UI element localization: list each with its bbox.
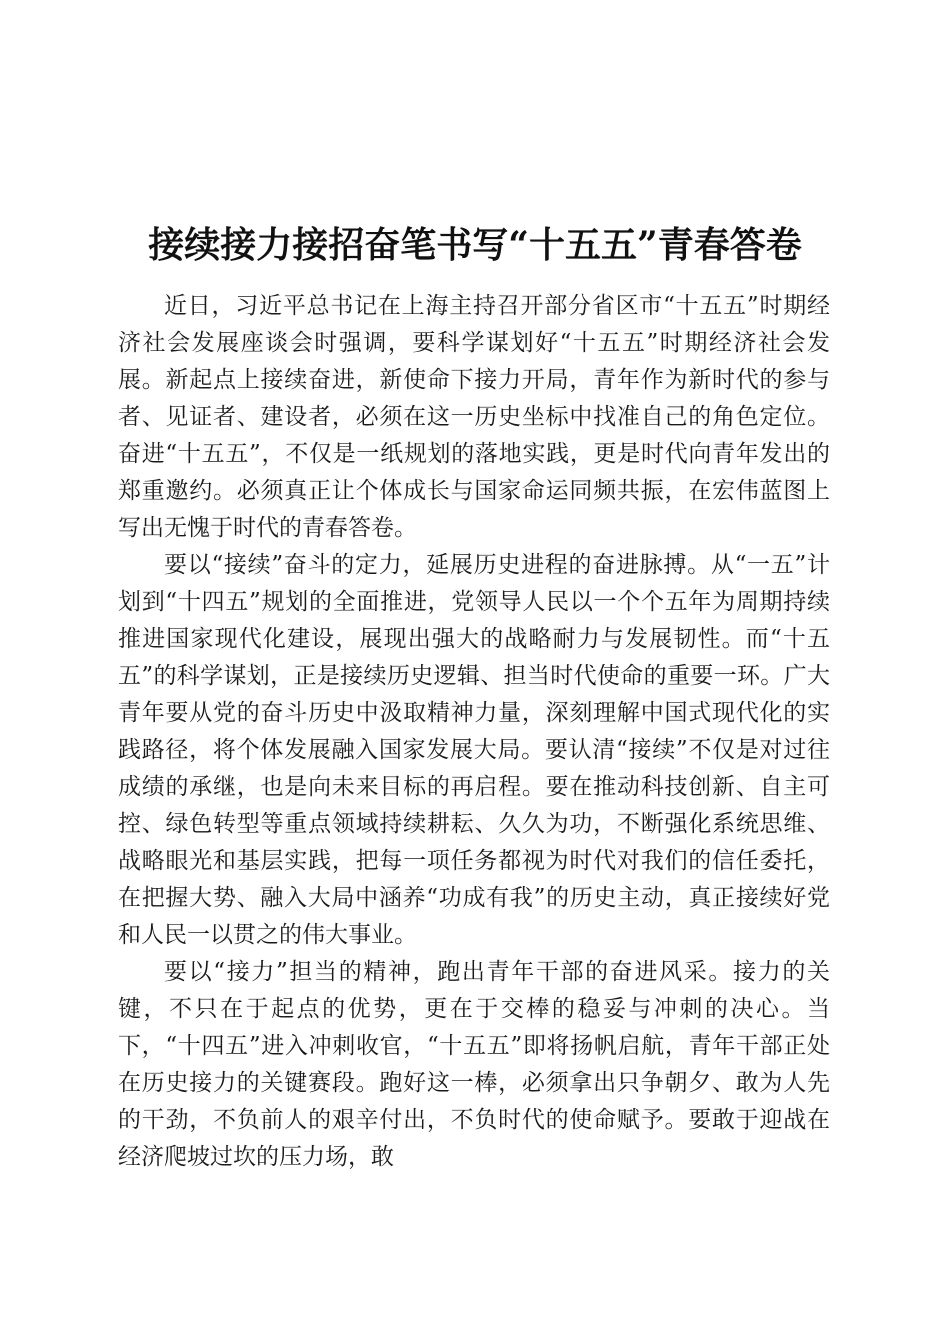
document-title: 接续接力接招奋笔书写“十五五”青春答卷	[148, 224, 802, 267]
paragraph-3: 要以“接力”担当的精神，跑出青年干部的奋进风采。接力的关键，不只在于起点的优势，更在于交棒的稳妥与冲刺的决心。当下，“十四五”进入冲刺收官，“十五五”即将扬帆启航，青年干部正处在历史接力的关键赛段。跑好这一棒，必须拿出只争朝夕、敢为人先的干劲，不负前人的艰辛付出，不负时代的使命赋予。要敢于迎战在经济爬坡过坎的压力场，敢	[118, 959, 830, 1170]
paragraph-1: 近日，习近平总书记在上海主持召开部分省区市“十五五”时期经济社会发展座谈会时强调，要科学谋划好“十五五”时期经济社会发展。新起点上接续奋进，新使命下接力开局，青年作为新时代的参与者、见证者、建设者，必须在这一历史坐标中找准自己的角色定位。奋进“十五五”，不仅是一纸规划的落地实践，更是时代向青年发出的郑重邀约。必须真正让个体成长与国家命运同频共振，在宏伟蓝图上写出无愧于时代的青春答卷。	[118, 293, 830, 541]
paragraph-2: 要以“接续”奋斗的定力，延展历史进程的奋进脉搏。从“一五”计划到“十四五”规划的全面推进，党领导人民以一个个五年为周期持续推进国家现代化建设，展现出强大的战略耐力与发展韧性。而“十五五”的科学谋划，正是接续历史逻辑、担当时代使命的重要一环。广大青年要从党的奋斗历史中汲取精神力量，深刻理解中国式现代化的实践路径，将个体发展融入国家发展大局。要认清“接续”不仅是对过往成绩的承继，也是向未来目标的再启程。要在推动科技创新、自主可控、绿色转型等重点领域持续耕耘、久久为功，不断强化系统思维、战略眼光和基层实践，把每一项任务都视为时代对我们的信任委托，在把握大势、融入大局中涵养“功成有我”的历史主动，真正接续好党和人民一以贯之的伟大事业。	[118, 552, 830, 948]
document-body	[118, 288, 830, 1176]
